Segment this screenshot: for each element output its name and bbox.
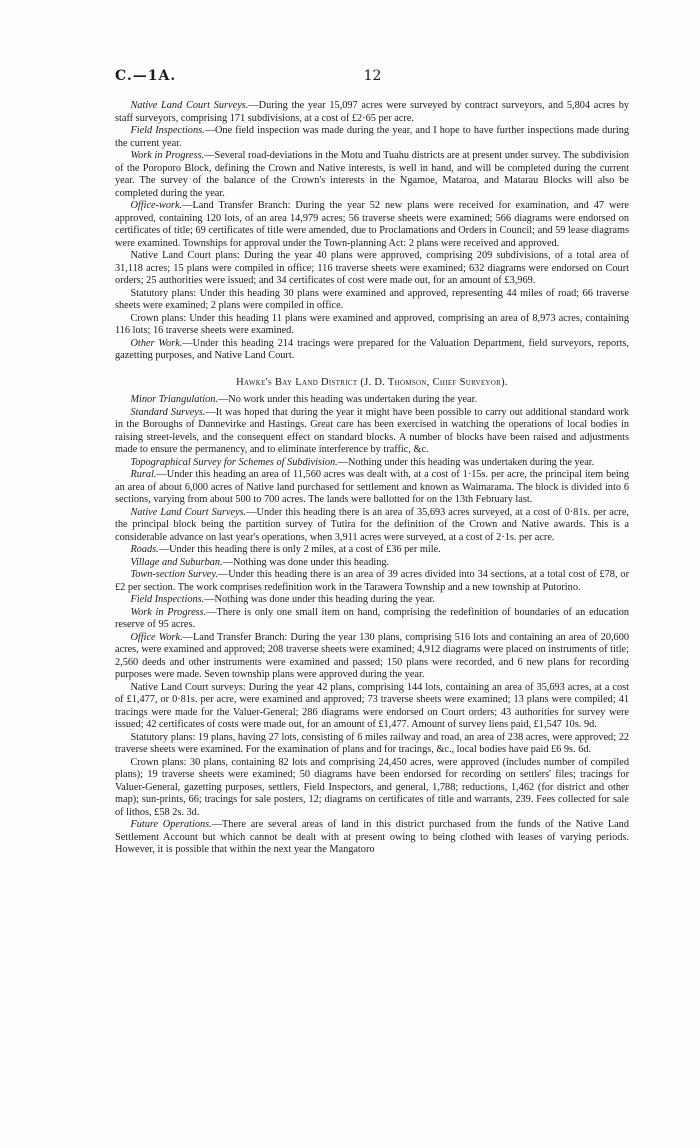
paragraph-heading: Roads. <box>130 544 159 555</box>
paragraph <box>115 125 629 150</box>
paragraph <box>115 394 629 407</box>
paragraph <box>115 507 629 545</box>
paragraph-text: Statutory plans: 19 plans, having 27 lots, consisting of 6 miles railway and road, an area of 238 acres, were approved; 22 traverse sheets were examined. For the examination of plans and for tracings, &c., local bodies have paid £6 9s. 6d. <box>115 731 629 755</box>
paragraph-text: —It was hoped that during the year it might have been possible to carry out additional standard work in the Boroughs of Dannevirke and Hastings. Great care has been exercised in watching the operations of local bodies in raising street-levels, and the consequent effect on standard blocks. A number of blocks have been raised and adjustments made to ensure the permanency, and to eliminate interference by traffic, &c. <box>115 406 630 455</box>
gisborne-district-continuation <box>115 100 629 363</box>
paragraph <box>115 313 629 338</box>
paragraph <box>115 682 629 732</box>
paragraph-text: —During the year 15,097 acres were surveyed by contract surveyors, and 5,804 acres by staff surveyors, comprising 171 subdivisions, at a cost of £2·65 per acre. <box>115 100 629 124</box>
paragraph <box>115 757 629 820</box>
paragraph-heading: Topographical Survey for Schemes of Subdivision. <box>130 456 338 468</box>
paragraph-heading: Work in Progress. <box>130 606 207 618</box>
paragraph-text: —Under this heading an area of 11,560 acres was dealt with, at a cost of 1·15s. per acre, the principal item being an area of about 6,000 acres of Native land purchased for settlement and known as Waimarama. The block is divided into 6 sections, varying from about 500 to 700 acres. The lands were ballotted for on the 13th February last. <box>115 469 629 505</box>
paragraph <box>115 407 629 457</box>
paragraph <box>115 632 629 682</box>
paragraph-heading: Standard Surveys. <box>130 406 206 418</box>
paragraph <box>115 469 629 507</box>
paragraph-text: —There is only one small item on hand, comprising the redefinition of boundaries of an education reserve of 95 acres. <box>115 606 629 630</box>
paragraph-heading: Work in Progress. <box>130 150 205 161</box>
paragraph-heading: Field Inspections. <box>130 125 205 136</box>
document-reference: C.—1A. <box>115 68 177 84</box>
paragraph-text: —Several road-deviations in the Motu and Tuahu districts are at present under survey. The subdivision of the Poroporo Block, defining the Crown and Native interests, is well in hand, and will be completed during the current year. The survey of the balance of the Crown's interests in the Ngamoe, Mataroa, and Matarau Blocks will also be completed during the year. <box>115 150 629 199</box>
paragraph <box>115 557 629 570</box>
paragraph-text: —Land Transfer Branch: During the year 52 new plans were received for examination, and 47 were approved, containing 120 lots, of an area 14,979 acres; 56 traverse sheets were examined; 566 diagrams were endorsed on certificates of title; 69 certificates of title were amended, due to Proclamations and Orders in Council; and 59 lease diagrams were examined. Townships for approval under the Town-planning Act: 2 plans were received and approved. <box>115 200 629 249</box>
paragraph <box>115 250 629 288</box>
paragraph-text: —Nothing was done under this heading. <box>222 556 390 568</box>
paragraph-heading: Village and Suburban. <box>130 556 223 568</box>
paragraph <box>115 732 629 757</box>
paragraph-text: —There are several areas of land in this district purchased from the funds of the Native Land Settlement Account but which cannot be dealt with at present owing to being clothed with leases of varying periods. However, it is possible that within the next year the Mangatoro <box>115 819 629 855</box>
paragraph-heading: Native Land Court Surveys. <box>130 100 249 111</box>
paragraph-text: —Under this heading there is only 2 miles, at a cost of £36 per mile. <box>158 544 441 555</box>
paragraph <box>115 100 629 125</box>
paragraph-text: —No work under this heading was undertaken during the year. <box>217 394 478 405</box>
paragraph <box>115 457 629 470</box>
paragraph <box>115 594 629 607</box>
paragraph <box>115 569 629 594</box>
paragraph-text: Native Land Court surveys: During the year 42 plans, comprising 144 lots, containing an area of 35,693 acres, at a cost of £1,477, or 0·81s. per acre, were examined and approved; 73 traverse sheets were examined; 13 plans were compiled; 41 tracings were made for the Valuer-General; 286 diagrams were endorsed on Court orders; 43 authorities for survey were issued; 42 certificates of costs were made out, for an amount of £1,477. Amount of survey liens paid, £1,547 10s. 9d. <box>115 681 629 730</box>
paragraph-heading: Future Operations. <box>130 819 212 830</box>
paragraph-heading: Other Work. <box>130 337 183 349</box>
paragraph-text: —Under this heading there is an area of 39 acres divided into 34 sections, at a total cost of £78, or £2 per section. The work comprises redefinition work in the Tarawera Township and a new township at Putorino. <box>115 569 630 593</box>
page-header <box>115 68 630 88</box>
paragraph <box>115 819 629 857</box>
paragraph-text: —One field inspection was made during the year, and I hope to have further inspections made during the current year. <box>115 125 629 149</box>
paragraph <box>115 200 629 250</box>
document-body <box>115 100 629 857</box>
paragraph <box>115 607 629 632</box>
paragraph <box>115 544 629 557</box>
paragraph-heading: Minor Triangulation. <box>130 394 218 405</box>
paragraph-heading: Rural. <box>130 469 157 480</box>
paragraph-text: —Nothing under this heading was undertaken during the year. <box>337 456 595 468</box>
paragraph-text: Crown plans: 30 plans, containing 82 lots and comprising 24,450 acres, were approved (includes number of compiled plans); 19 traverse sheets were examined; 50 diagrams have been endorsed for recording on settlers' files; tracings for Valuer-General, gazetting purposes, settlers, Field Inspectors, and general, 1,788; reductions, 1,462 (for district and other map); sun-prints, 66; tracings for sale posters, 12; diagrams on certificates of title and warrants, 239. Fees collected for sale of lithos, £58 2s. 3d. <box>115 756 629 818</box>
paragraph-text: Statutory plans: Under this heading 30 plans were examined and approved, representing 44 miles of road; 66 traverse sheets were examined; 2 plans were compiled in office. <box>115 287 629 311</box>
paragraph-heading: Office-work. <box>130 200 183 211</box>
paragraph <box>115 338 629 363</box>
page-number: 12 <box>363 68 382 84</box>
paragraph <box>115 288 629 313</box>
section-heading: Hawke's Bay Land District (J. D. Thomson, Chief Surveyor). <box>236 376 508 388</box>
paragraph-text: Native Land Court plans: During the year 40 plans were approved, comprising 209 subdivisions, of a total area of 31,118 acres; 15 plans were compiled in office; 116 traverse sheets were examined; 632 diagrams were endorsed on Court orders; 25 authorities were issued; and 34 certificates of cost were made out, for an amount of £3,969. <box>115 250 629 286</box>
paragraph-text: —Nothing was done under this heading during the year. <box>204 594 435 605</box>
hawkes-bay-district-section <box>115 394 629 857</box>
paragraph-heading: Town-section Survey. <box>130 569 218 580</box>
paragraph-heading: Native Land Court Surveys. <box>130 506 247 518</box>
paragraph-text: Crown plans: Under this heading 11 plans were examined and approved, comprising an area of 8,973 acres, containing 116 lots; 16 traverse sheets were examined. <box>115 312 629 336</box>
paragraph-heading: Field Inspections. <box>130 594 205 605</box>
paragraph-text: —Under this heading there is an area of 35,693 acres surveyed, at a cost of 0·81s. per acre, the principal block being the partition survey of Tutira for the definition of the Crown and Native awards. This is a considerable advance on last year's operations, when 3,911 acres were surveyed, at a cost of 2·1s. per acre. <box>115 506 630 543</box>
paragraph-text: —Land Transfer Branch: During the year 130 plans, comprising 516 lots and containing an area of 20,600 acres, were examined and approved; 208 traverse sheets were examined; 4,912 diagrams were placed on instruments of title; 2,560 deeds and other instruments were examined and passed; 150 plans were recorded, and 6 new plans for recording purposes were made. Seven township plans were approved during the year. <box>115 631 629 680</box>
paragraph <box>115 150 629 200</box>
paragraph-heading: Office Work. <box>130 631 183 643</box>
paragraph-text: —Under this heading 214 tracings were prepared for the Valuation Department, field surveyors, reports, gazetting purposes, and Native Land Court. <box>115 337 630 361</box>
